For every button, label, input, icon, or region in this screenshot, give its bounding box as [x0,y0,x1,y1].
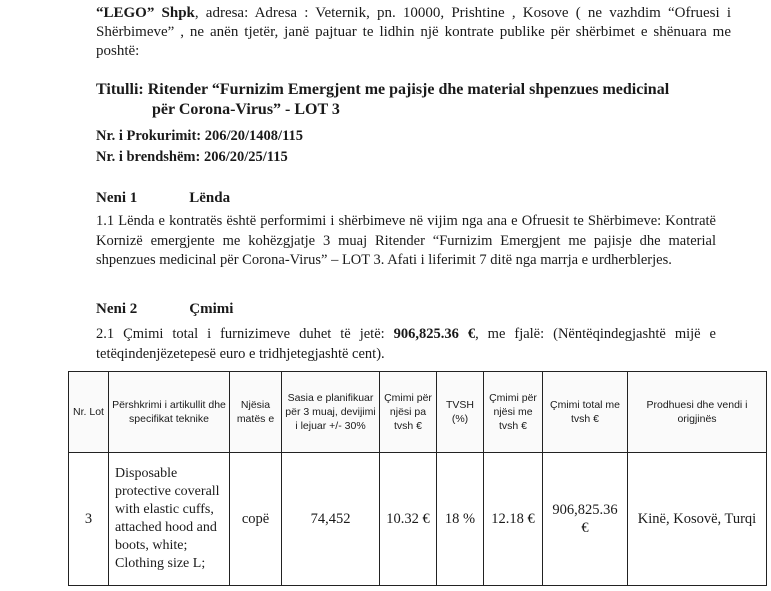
header-description: Përshkrimi i artikullit dhe specifikat teknike [109,372,230,453]
internal-number: Nr. i brendshëm: 206/20/25/115 [96,149,288,165]
section-1-number: Neni 1 [96,190,138,206]
section-1-body: 1.1 Lënda e kontratës është performimi i shërbimeve në vijim nga ana e Ofruesit te Shërbimeve: Kontratë Kornizë emergjente me kohëzgjatje 3 muaj Ritender “Furnizim Emergjent me pajisje dhe material shpenzues medicinal për Corona-Virus” – LOT 3. Afati i liferimit 7 ditë nga marrja e urdherblerjes. [96,213,716,268]
total-amount: 906,825.36 € [393,326,476,342]
header-lot: Nr. Lot [69,372,109,453]
cell-price-excl-vat: 10.32 € [380,453,437,586]
contract-title [96,80,731,120]
header-unit: Njësia matës e [230,372,282,453]
header-price-excl-vat: Çmimi për njësi pa tvsh € [380,372,437,453]
table-header-row [69,372,767,453]
cell-producer: Kinë, Kosovë, Turqi [628,453,767,586]
cell-lot: 3 [69,453,109,586]
section-2-name: Çmimi [189,301,234,317]
header-vat: TVSH (%) [437,372,484,453]
cell-unit: copë [230,453,282,586]
cell-quantity: 74,452 [282,453,380,586]
table-row [69,453,767,586]
intro-text: , adresa: Adresa : Veternik, pn. 10000, Prishtine , Kosove ( ne vazhdim “Ofruesi i Shërbimeve” , ne anën tjetër, janë pajtuar te lidhin një kontrate publike për shërbimet e shënuara me poshtë: [96,5,731,59]
items-table [68,371,767,586]
cell-vat: 18 % [437,453,484,586]
cell-price-incl-vat: 12.18 € [484,453,543,586]
cell-description: Disposable protective coverall with elastic cuffs, attached hood and boots, white; Clothing size L; [109,453,230,586]
cell-total: 906,825.36 € [543,453,628,586]
header-price-incl-vat: Çmimi për njësi me tvsh € [484,372,543,453]
section-2-number: Neni 2 [96,301,138,317]
section-1-heading [96,190,230,207]
reference-numbers [96,126,303,168]
section-2-heading [96,301,233,318]
section-2-body [96,324,716,364]
title-line-2: për Corona-Virus” - LOT 3 [152,101,340,118]
header-producer: Prodhuesi dhe vendi i origjinës [628,372,767,453]
header-quantity: Sasia e planifikuar për 3 muaj, devijimi i lejuar +/- 30% [282,372,380,453]
procurement-number: Nr. i Prokurimit: 206/20/1408/115 [96,128,304,144]
intro-paragraph [96,4,731,61]
price-suffix: , me fjalë: (Nëntëqindegjashtë mijë e tetëqindenjëzetepesë euro e tridhjetegjashtë cent). [96,326,716,362]
section-1-name: Lënda [189,190,231,206]
price-prefix: 2.1 Çmimi total i furnizimeve duhet të jetë: [96,326,394,342]
header-total: Çmimi total me tvsh € [543,372,628,453]
company-name: “LEGO” Shpk [96,5,195,21]
title-line-1: Titulli: Ritender “Furnizim Emergjent me pajisje dhe material shpenzues medicinal [96,81,670,98]
